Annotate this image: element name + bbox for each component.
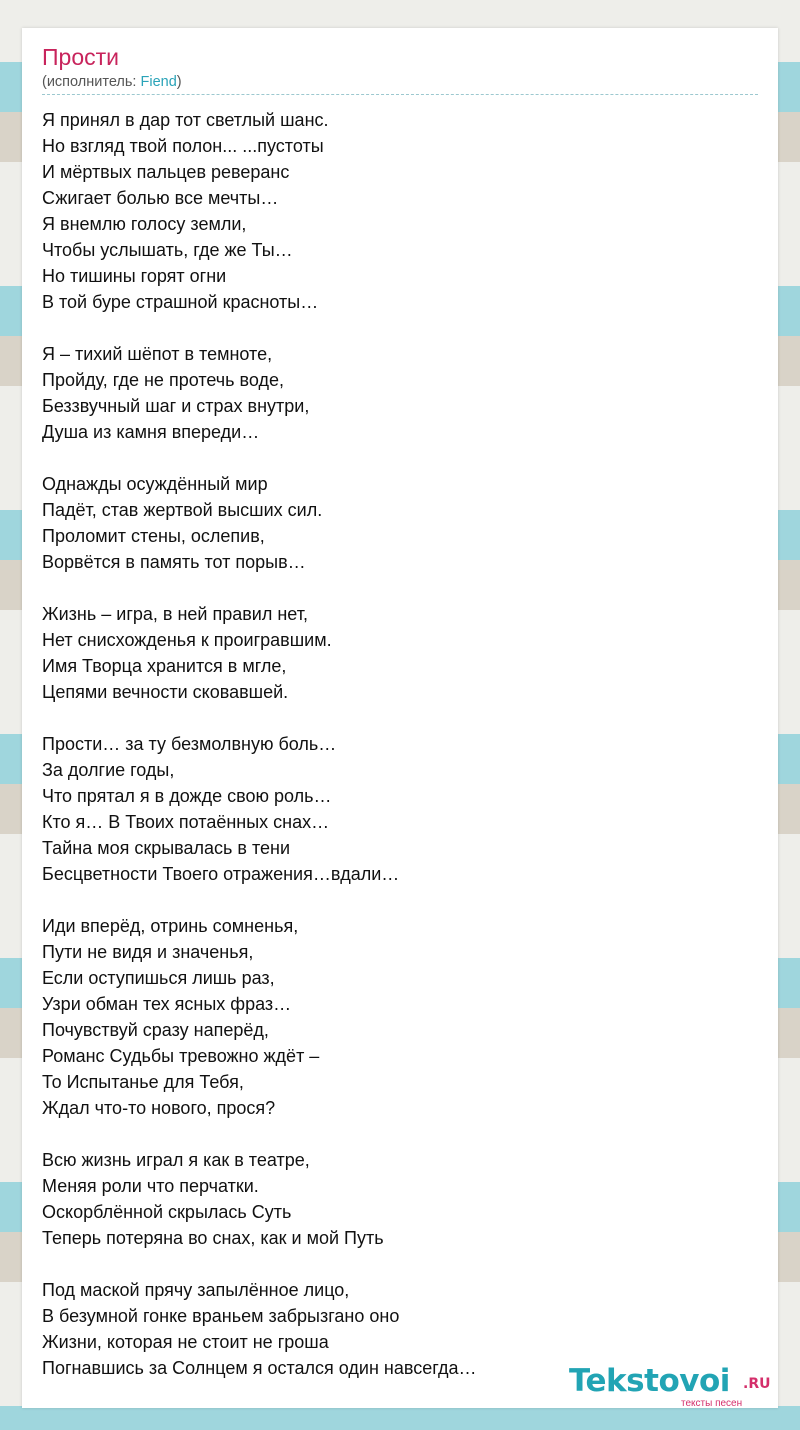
lyrics-text: [42, 107, 742, 1407]
artist-line: [42, 73, 182, 91]
lyrics-stanza: [42, 1147, 742, 1251]
lyric-line: Почувствуй сразу наперёд,: [42, 1020, 269, 1040]
lyric-line: Под маской прячу запылённое лицо,: [42, 1280, 350, 1300]
lyric-line: Чтобы услышать, где же Ты…: [42, 240, 293, 260]
lyric-line: Жизни, которая не стоит не гроша: [42, 1332, 329, 1352]
lyric-line: Иди вперёд, отринь сомненья,: [42, 916, 299, 936]
lyric-line: Я принял в дар тот светлый шанс.: [42, 110, 329, 130]
artist-prefix: (исполнитель:: [42, 74, 141, 90]
lyric-line: И мёртвых пальцев реверанс: [42, 162, 290, 182]
lyrics-stanza: [42, 731, 742, 887]
lyric-line: Бесцветности Твоего отражения…вдали…: [42, 864, 400, 884]
artist-suffix: ): [176, 74, 182, 90]
lyric-line: То Испытанье для Тебя,: [42, 1072, 244, 1092]
title-divider: [42, 94, 758, 95]
lyrics-stanza: [42, 913, 742, 1121]
lyric-line: Однажды осуждённый мир: [42, 474, 268, 494]
lyrics-stanza: [42, 601, 742, 705]
lyrics-stanza: [42, 107, 742, 315]
lyric-line: В безумной гонке враньем забрызгано оно: [42, 1306, 400, 1326]
artist-link[interactable]: Fiend: [140, 74, 177, 90]
lyric-line: Душа из камня впереди…: [42, 422, 260, 442]
lyric-line: Погнавшись за Солнцем я остался один навсегда…: [42, 1358, 477, 1378]
lyrics-stanza: [42, 341, 742, 445]
lyric-line: Меняя роли что перчатки.: [42, 1176, 259, 1196]
lyric-line: Всю жизнь играл я как в театре,: [42, 1150, 310, 1170]
lyric-line: Кто я… В Твоих потаённых снах…: [42, 812, 330, 832]
lyric-line: Тайна моя скрывалась в тени: [42, 838, 291, 858]
lyric-line: Но взгляд твой полон... ...пустоты: [42, 136, 324, 156]
lyric-line: Жизнь – игра, в ней правил нет,: [42, 604, 308, 624]
lyric-line: Пути не видя и значенья,: [42, 942, 254, 962]
lyric-line: Романс Судьбы тревожно ждёт –: [42, 1046, 320, 1066]
lyric-line: Беззвучный шаг и страх внутри,: [42, 396, 310, 416]
logo-tld: .RU: [743, 1376, 771, 1392]
logo-tagline: тексты песен: [681, 1398, 743, 1409]
lyric-line: Ворвётся в память тот порыв…: [42, 552, 306, 572]
logo-name: Tekstovoi: [569, 1363, 730, 1399]
lyric-line: Я внемлю голосу земли,: [42, 214, 247, 234]
lyric-line: Нет снисхожденья к проигравшим.: [42, 630, 332, 650]
lyric-line: Если оступишься лишь раз,: [42, 968, 275, 988]
song-title: Прости: [42, 44, 119, 70]
site-logo[interactable]: [569, 1362, 774, 1412]
lyric-line: Что прятал я в дожде свою роль…: [42, 786, 332, 806]
lyric-line: Падёт, став жертвой высших сил.: [42, 500, 323, 520]
lyrics-stanza: [42, 471, 742, 575]
lyric-line: Ждал что-то нового, прося?: [42, 1098, 276, 1118]
lyric-line: В той буре страшной красноты…: [42, 292, 319, 312]
lyric-line: Сжигает болью все мечты…: [42, 188, 279, 208]
lyric-line: Цепями вечности сковавшей.: [42, 682, 289, 702]
lyrics-card: [22, 28, 778, 1408]
lyric-line: Но тишины горят огни: [42, 266, 227, 286]
lyric-line: Оскорблённой скрылась Суть: [42, 1202, 292, 1222]
lyric-line: Проломит стены, ослепив,: [42, 526, 265, 546]
lyric-line: Узри обман тех ясных фраз…: [42, 994, 292, 1014]
lyric-line: Я – тихий шёпот в темноте,: [42, 344, 273, 364]
lyric-line: Имя Творца хранится в мгле,: [42, 656, 287, 676]
lyric-line: Прости… за ту безмолвную боль…: [42, 734, 337, 754]
lyric-line: Пройду, где не протечь воде,: [42, 370, 285, 390]
lyric-line: За долгие годы,: [42, 760, 175, 780]
lyric-line: Теперь потеряна во снах, как и мой Путь: [42, 1228, 384, 1248]
